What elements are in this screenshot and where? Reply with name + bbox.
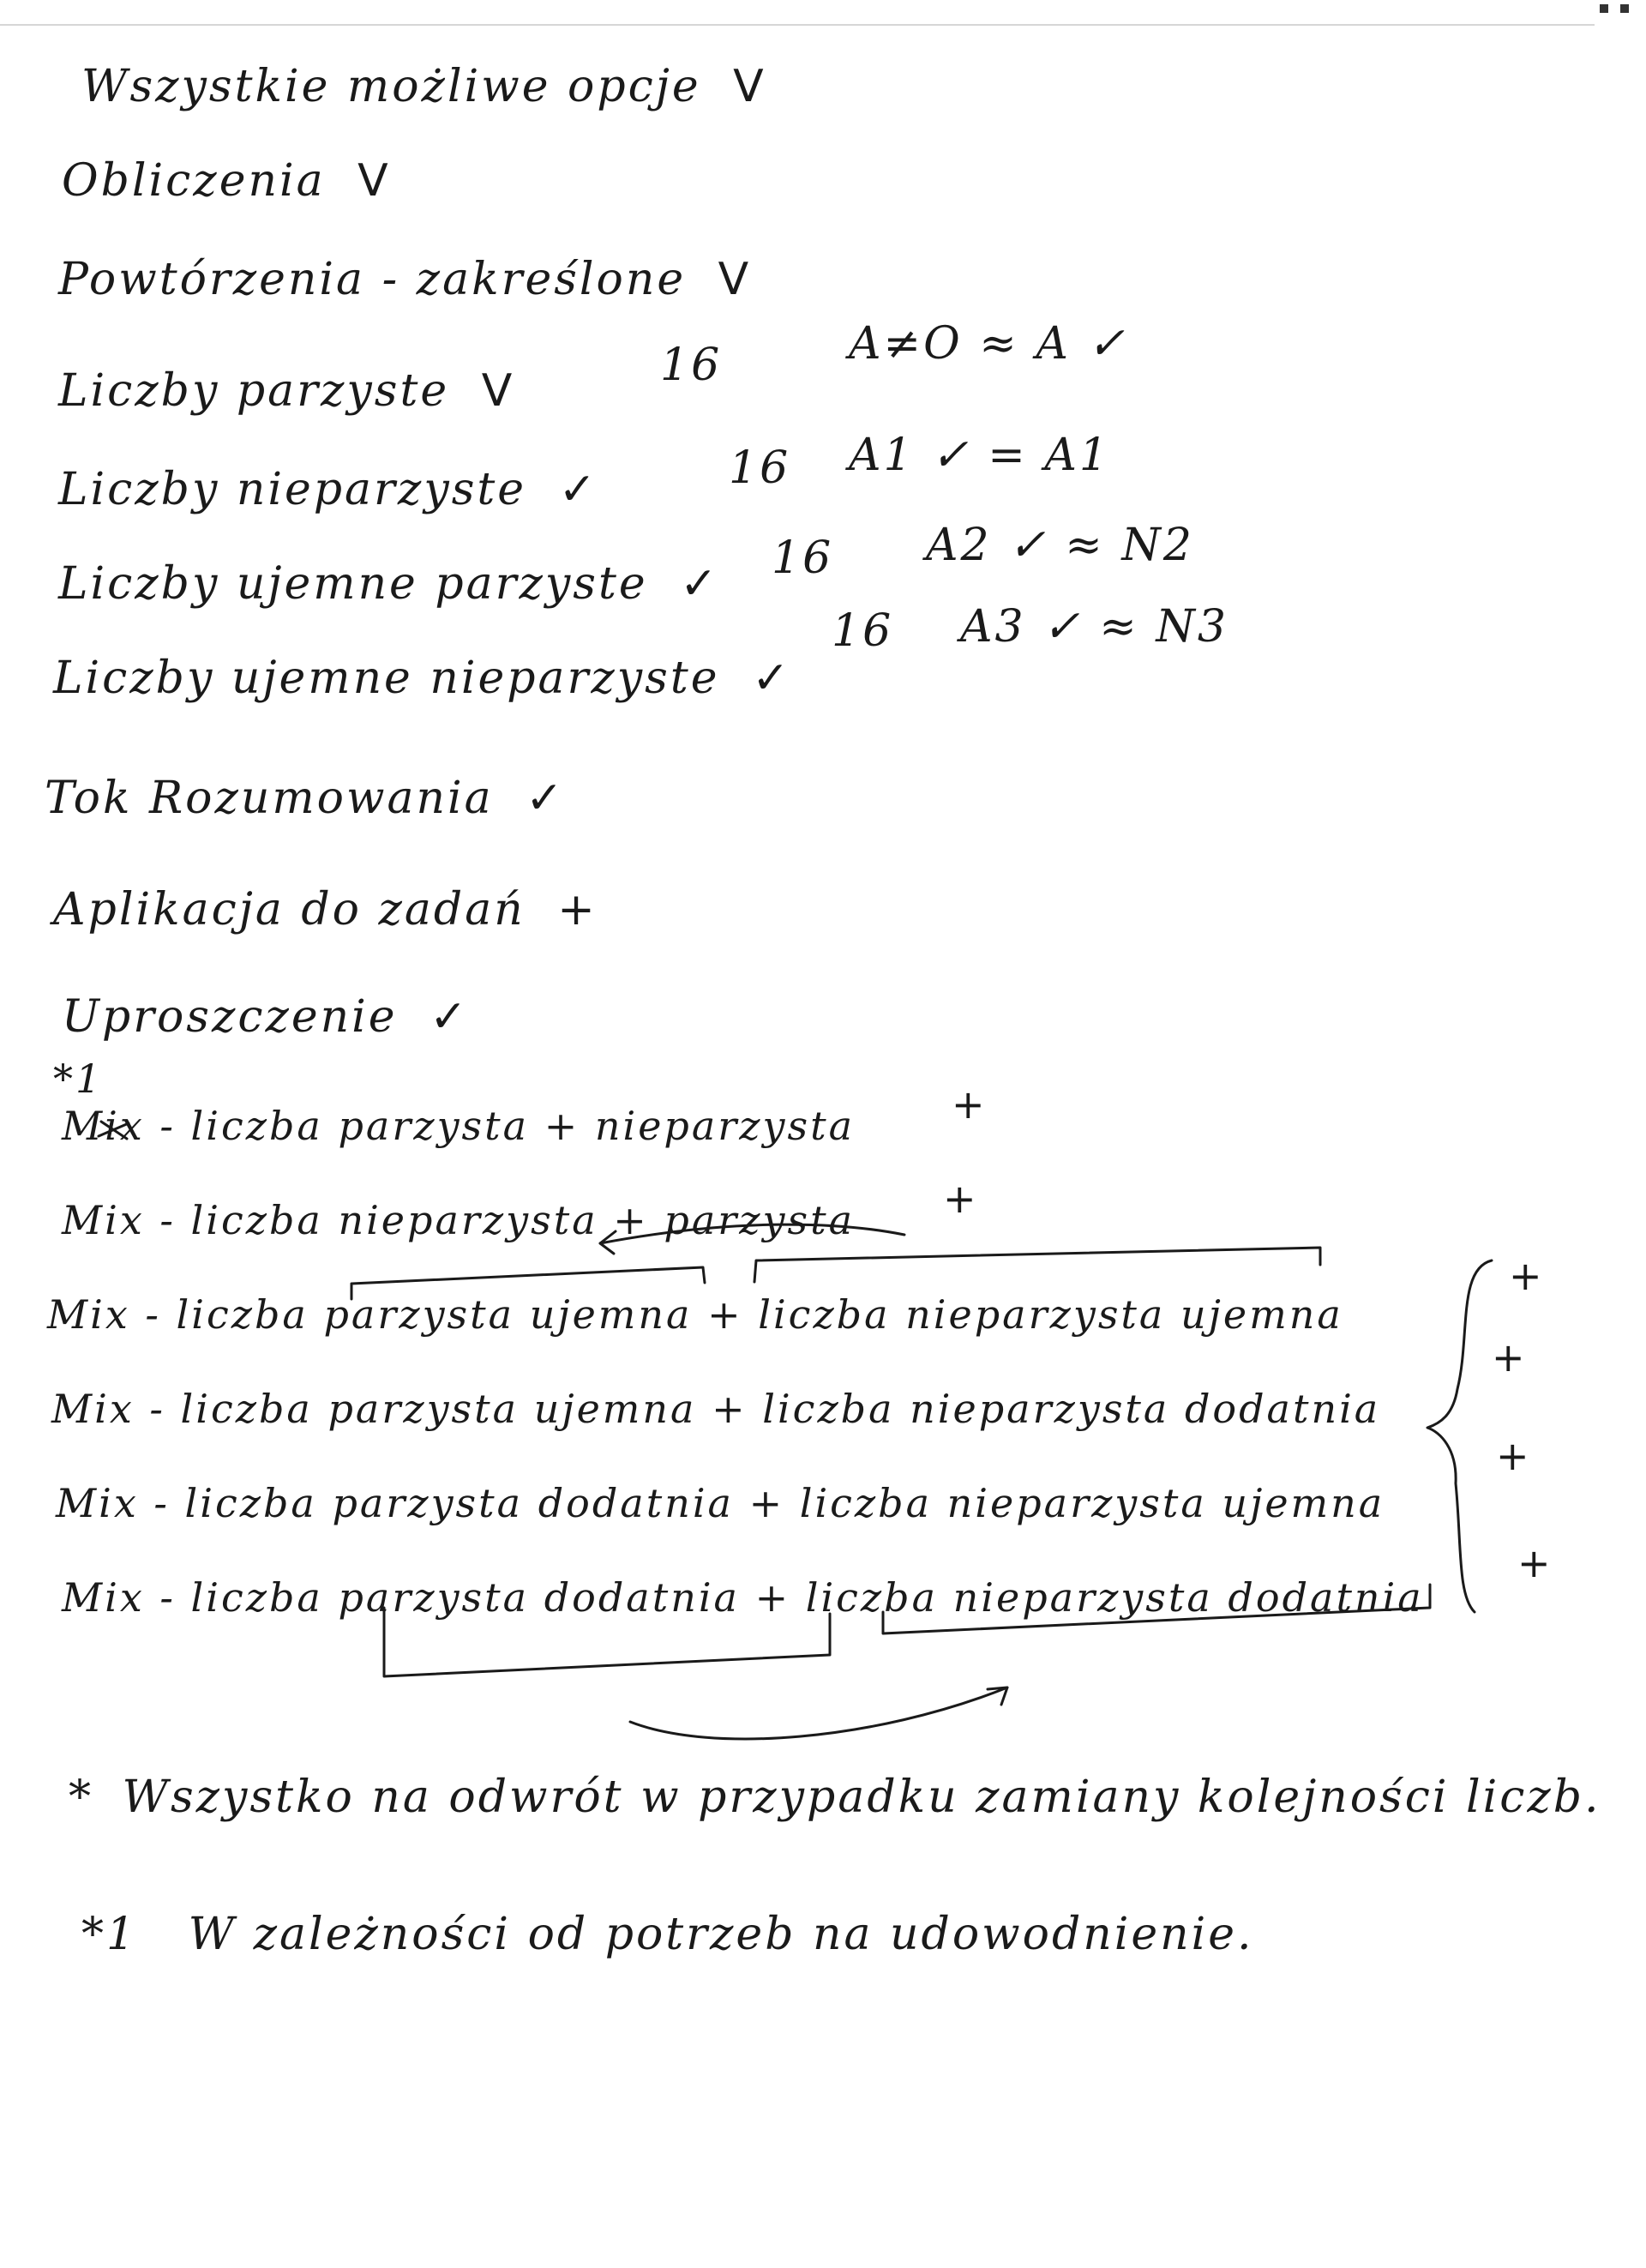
checklist-text: Liczby parzyste	[58, 365, 450, 417]
note-negative-odd: A3 ✓ ≈ N3	[960, 601, 1228, 653]
mix-mark-2: +	[943, 1176, 979, 1222]
bracket-bottom-left	[384, 1608, 830, 1676]
footnote-text: W zależności od potrzeb na udowodnienie.	[188, 1909, 1254, 1960]
bracket-top-right	[754, 1248, 1320, 1282]
swap-arc-arrow	[630, 1687, 1007, 1739]
checklist-text: Tok Rozumowania	[45, 773, 494, 824]
note-negative-even: A2 ✓ ≈ N2	[926, 520, 1194, 571]
mix-prefix: Mix	[47, 1291, 130, 1338]
mix-mark-3: +	[1509, 1253, 1545, 1299]
checklist-text: Liczby ujemne nieparzyste	[53, 653, 720, 704]
footnote-text: Wszystko na odwrót w przypadku zamiany kolejności liczb.	[122, 1772, 1601, 1823]
mix-text: - liczba parzysta ujemna + liczba nieparzysta ujemna	[145, 1291, 1343, 1338]
checklist-text: Liczby nieparzyste	[58, 464, 527, 515]
count-negative-even: 16	[772, 532, 834, 584]
checklist-text: Powtórzenia - zakreślone	[58, 254, 687, 305]
swap-arrow-line-2	[600, 1224, 904, 1243]
checklist-text: Obliczenia	[62, 155, 326, 207]
check-mark: ✓	[558, 464, 599, 515]
mix-text: - liczba parzysta ujemna + liczba nieparzysta dodatnia	[149, 1386, 1381, 1432]
check-mark: V	[733, 61, 766, 112]
mix-text: - liczba nieparzysta + parzysta	[159, 1197, 856, 1243]
count-odd: 16	[729, 442, 791, 494]
count-negative-odd: 16	[832, 605, 894, 657]
check-mark: V	[718, 254, 752, 305]
mix-text: - liczba parzysta dodatnia + liczba nieparzysta dodatnia	[159, 1574, 1424, 1621]
scribble-mark	[99, 1122, 129, 1139]
curly-brace	[1427, 1260, 1492, 1612]
mix-prefix: Mix	[62, 1574, 145, 1621]
mix-mark-4: +	[1492, 1334, 1528, 1381]
mix-prefix: Mix	[62, 1197, 145, 1243]
footnote-symbol: *	[69, 1772, 93, 1823]
bracket-bottom-right	[883, 1585, 1430, 1633]
mix-text: - liczba parzysta + nieparzysta	[159, 1103, 856, 1149]
mix-prefix: Mix	[51, 1386, 135, 1432]
mix-prefix: Mix	[56, 1480, 139, 1526]
check-mark: ✓	[752, 653, 792, 704]
asterisk-label: *1	[53, 1056, 104, 1102]
checklist-text: Wszystkie możliwe opcje	[81, 61, 701, 112]
mix-mark-1: +	[952, 1081, 988, 1128]
check-mark: +	[557, 884, 598, 935]
checklist-text: Liczby ujemne parzyste	[58, 558, 648, 610]
footnote-symbol: *1	[81, 1909, 138, 1960]
check-mark: ✓	[680, 558, 720, 610]
check-mark: ✓	[430, 991, 470, 1043]
mix-mark-5: +	[1496, 1433, 1532, 1479]
mix-prefix: Mix	[62, 1103, 145, 1149]
mix-mark-6: +	[1517, 1540, 1553, 1586]
count-even: 16	[660, 340, 723, 391]
mix-text: - liczba parzysta dodatnia + liczba nieparzysta ujemna	[153, 1480, 1385, 1526]
bracket-top-left	[351, 1267, 705, 1299]
check-mark: ✓	[526, 773, 566, 824]
check-mark: V	[357, 155, 391, 207]
checklist-text: Uproszczenie	[62, 991, 398, 1043]
check-mark: V	[481, 365, 515, 417]
checklist-text: Aplikacja do zadań	[53, 884, 526, 935]
note-odd: A1 ✓ = A1	[849, 430, 1111, 481]
note-even: A≠O ≈ A ✓	[849, 318, 1128, 370]
